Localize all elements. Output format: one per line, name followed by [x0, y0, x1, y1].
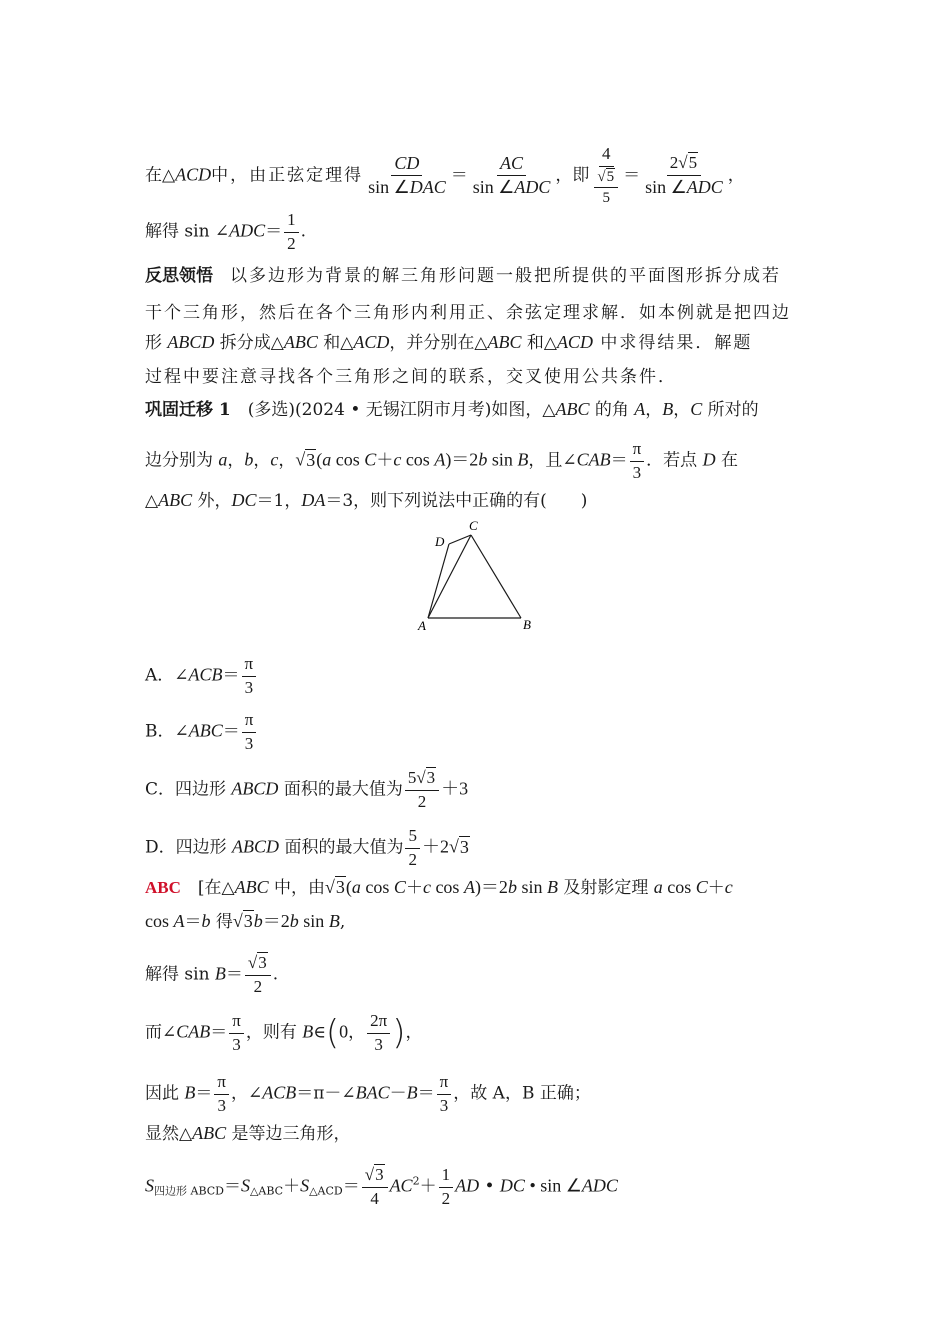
segment-bc — [471, 535, 521, 618]
reflection-line-3: 形 ABCD 拆分成△ABC 和△ACD，并分别在△ABC 和△ACD 中求得结果．解题 — [145, 332, 753, 353]
option-a: A．∠ACB＝ $\frac{\pi}{3}$ — [145, 655, 810, 697]
problem-line-3: △ABC 外，DC＝1，DA＝3，则下列说法中正确的有( ) — [145, 490, 588, 511]
solution-line-4: 而∠CAB＝ $\frac{\pi}{3}$ ，则有 B∈(0， $\frac{2\pi}{3}$ )， — [145, 1011, 423, 1054]
triangle-figure — [415, 518, 540, 636]
problem-line-2: 边分别为 a，b，c，√3(a cos C＋c cos A)＝2b sin B，且∠CAB＝ $\frac{\pi}{3}$ ．若点 D 在 — [145, 439, 738, 482]
solution-line-6: 显然△ABC 是等边三角形， — [145, 1123, 351, 1144]
answer-badge: ABC — [145, 878, 181, 897]
label-b: B — [523, 617, 531, 632]
segment-ad — [428, 544, 449, 618]
fraction-2sqrt5-over-sin-adc: $\frac{2√5}{\text{sin ∠ADC}}$ — [645, 153, 723, 197]
solution-line-3: 解得 sin B＝ $\frac{√3}{2}$ . — [145, 953, 279, 996]
label-c: C — [469, 518, 478, 533]
option-c: C．四边形 ABCD 面积的最大值为 $\frac{5√3}{2}$ ＋3 — [145, 768, 469, 811]
solution-line-7: $S_{四边形 ABCD}=S_{\triangle ABC}+S_{\triangle ACD}=$ $\frac{√3}{4}$ $AC^2+$ $\frac{1}{2}$ AD • DC • sin ∠ADC — [145, 1165, 618, 1208]
fraction-pi-over-3: $\frac{\pi}{3}$ — [630, 440, 645, 482]
option-d: D．四边形 ABCD 面积的最大值为 $\frac{5}{2}$ ＋2√3 — [145, 826, 469, 869]
fraction-ac-over-sin-adc: $\frac{AC}{\text{sin ∠ADC}}$ — [472, 152, 551, 198]
solution-line-2: cos A＝b 得√3b＝2b sin B, — [145, 911, 346, 932]
label-d: D — [435, 534, 445, 549]
equation-solve-sin-adc: 解得 sin ∠ADC＝ $\frac{1}{2}$ . — [145, 210, 307, 253]
label-a: A — [418, 618, 426, 633]
solution-line-1: ABC [在△ABC 中，由√3(a cos C＋c cos A)＝2b sin B 及射影定理 a cos C＋c — [145, 877, 733, 898]
fraction-one-half: $\frac{1}{2}$ — [284, 211, 299, 253]
problem-title: 巩固迁移 1 — [145, 400, 231, 420]
fraction-4-over-sqrt5-over-5: $\frac{4}{\frac{√5}{5}}$ — [591, 145, 621, 207]
equation-sine-law: 在△ACD中，由正弦定理得 $\frac{CD}{\text{sin ∠DAC}}$ ＝ $\frac{AC}{\text{sin ∠ADC}}$ ，即 $\frac{4}{\frac{√5}{5}}$ ＝ $\frac{2√5}{\text{sin ∠ADC}}$ ， — [145, 144, 745, 207]
reflection-title: 反思领悟 — [145, 266, 213, 286]
fraction-cd-over-sin-dac: $\frac{CD}{\text{sin ∠DAC}}$ — [368, 152, 446, 198]
quadrilateral-diagram — [415, 518, 540, 636]
reflection-line-1: 反思领悟 以多边形为背景的解三角形问题一般把所提供的平面图形拆分成若 — [145, 266, 781, 286]
reflection-line-2: 干个三角形，然后在各个三角形内利用正、余弦定理求解．如本例就是把四边 — [145, 303, 791, 323]
option-b: B．∠ABC＝ $\frac{\pi}{3}$ — [145, 711, 810, 753]
problem-line-1: 巩固迁移 1 (多选)(2024 • 无锡江阴市月考)如图，△ABC 的角 A，B，C 所对的 — [145, 399, 759, 420]
solution-line-5: 因此 B＝ $\frac{\pi}{3}$ ，∠ACB＝π－∠BAC－B＝ $\frac{\pi}{3}$ ，故 A，B 正确； — [145, 1072, 591, 1115]
reflection-line-4: 过程中要注意寻找各个三角形之间的联系，交叉使用公共条件． — [145, 367, 677, 387]
